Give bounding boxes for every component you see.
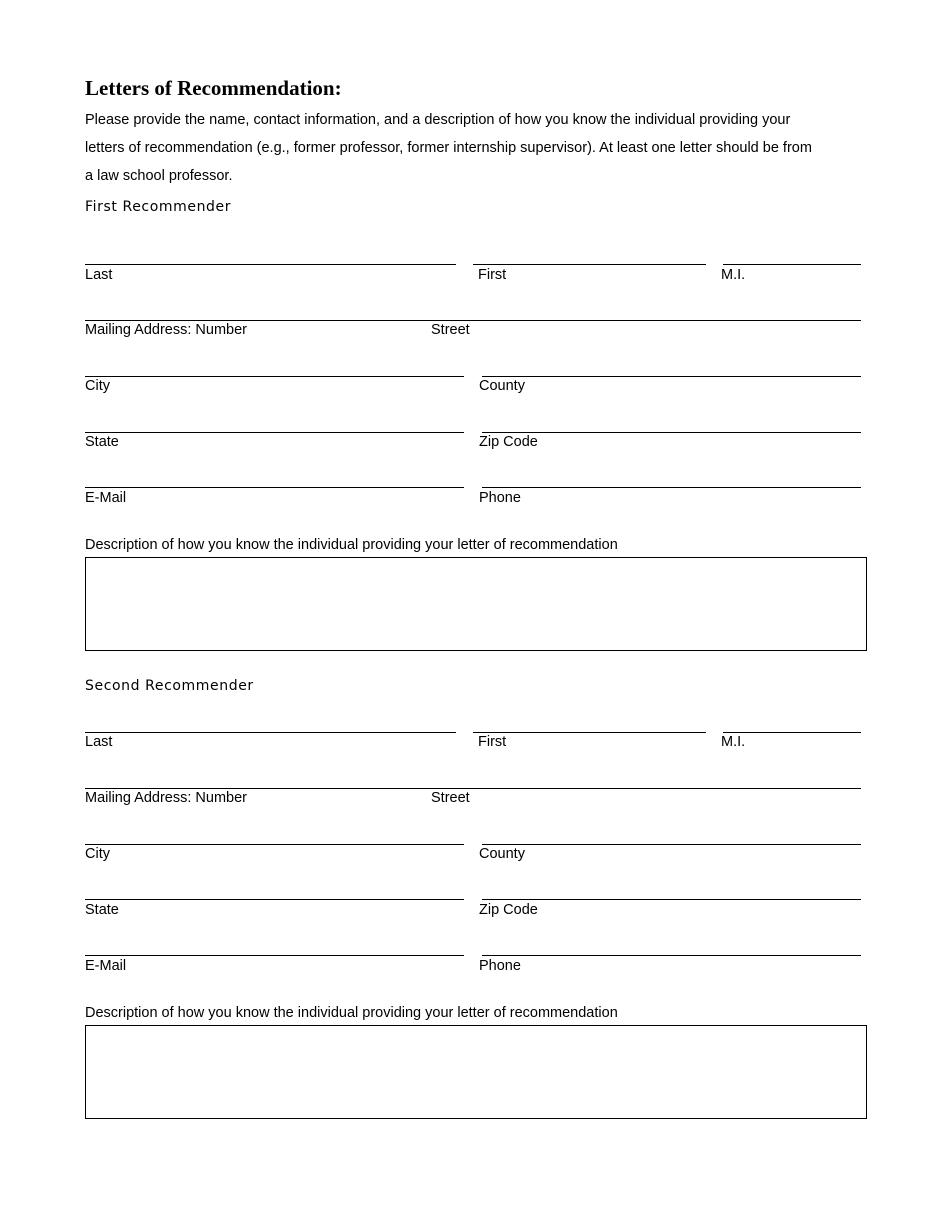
city-field[interactable] — [85, 844, 464, 845]
section-heading: Second Recommender — [85, 678, 254, 694]
last-label: Last — [85, 267, 113, 283]
phone-field[interactable] — [482, 955, 861, 956]
phone-label: Phone — [479, 958, 521, 974]
email-field[interactable] — [85, 955, 464, 956]
zip-code-field[interactable] — [482, 899, 861, 900]
mailing-address-field[interactable] — [85, 788, 861, 789]
street-label: Street — [431, 790, 470, 806]
phone-field[interactable] — [482, 487, 861, 488]
mi-label: M.I. — [721, 734, 746, 750]
zip-code-field[interactable] — [482, 432, 861, 433]
first-label: First — [478, 267, 507, 283]
last-label: Last — [85, 734, 113, 750]
section-heading: First Recommender — [85, 199, 232, 215]
mailing-address-field[interactable] — [85, 320, 861, 321]
first-name-field[interactable] — [473, 264, 706, 265]
mailing-number-label: Mailing Address: Number — [85, 790, 247, 806]
intro-line: a law school professor. — [85, 168, 233, 184]
first-name-field[interactable] — [473, 732, 706, 733]
city-label: City — [85, 846, 110, 862]
county-field[interactable] — [482, 844, 861, 845]
state-field[interactable] — [85, 432, 464, 433]
county-label: County — [479, 378, 525, 394]
zip-label: Zip Code — [479, 434, 538, 450]
description-textbox[interactable] — [85, 557, 867, 651]
last-name-field[interactable] — [85, 264, 456, 265]
city-field[interactable] — [85, 376, 464, 377]
county-label: County — [479, 846, 525, 862]
intro-text — [85, 106, 875, 190]
description-label: Description of how you know the individual providing your letter of recommendation — [85, 1005, 618, 1021]
intro-line: letters of recommendation (e.g., former professor, former internship supervisor). At least one letter should be from — [85, 140, 812, 156]
middle-initial-field[interactable] — [723, 732, 861, 733]
mi-label: M.I. — [721, 267, 746, 283]
first-label: First — [478, 734, 507, 750]
email-label: E-Mail — [85, 958, 127, 974]
page-title: Letters of Recommendation: — [85, 76, 342, 100]
county-field[interactable] — [482, 376, 861, 377]
description-label: Description of how you know the individual providing your letter of recommendation — [85, 537, 618, 553]
middle-initial-field[interactable] — [723, 264, 861, 265]
zip-label: Zip Code — [479, 902, 538, 918]
last-name-field[interactable] — [85, 732, 456, 733]
email-field[interactable] — [85, 487, 464, 488]
phone-label: Phone — [479, 490, 521, 506]
street-label: Street — [431, 322, 470, 338]
city-label: City — [85, 378, 110, 394]
description-textbox[interactable] — [85, 1025, 867, 1119]
state-field[interactable] — [85, 899, 464, 900]
state-label: State — [85, 434, 119, 450]
mailing-number-label: Mailing Address: Number — [85, 322, 247, 338]
state-label: State — [85, 902, 119, 918]
email-label: E-Mail — [85, 490, 127, 506]
intro-line: Please provide the name, contact information, and a description of how you know the individual providing your — [85, 112, 791, 128]
